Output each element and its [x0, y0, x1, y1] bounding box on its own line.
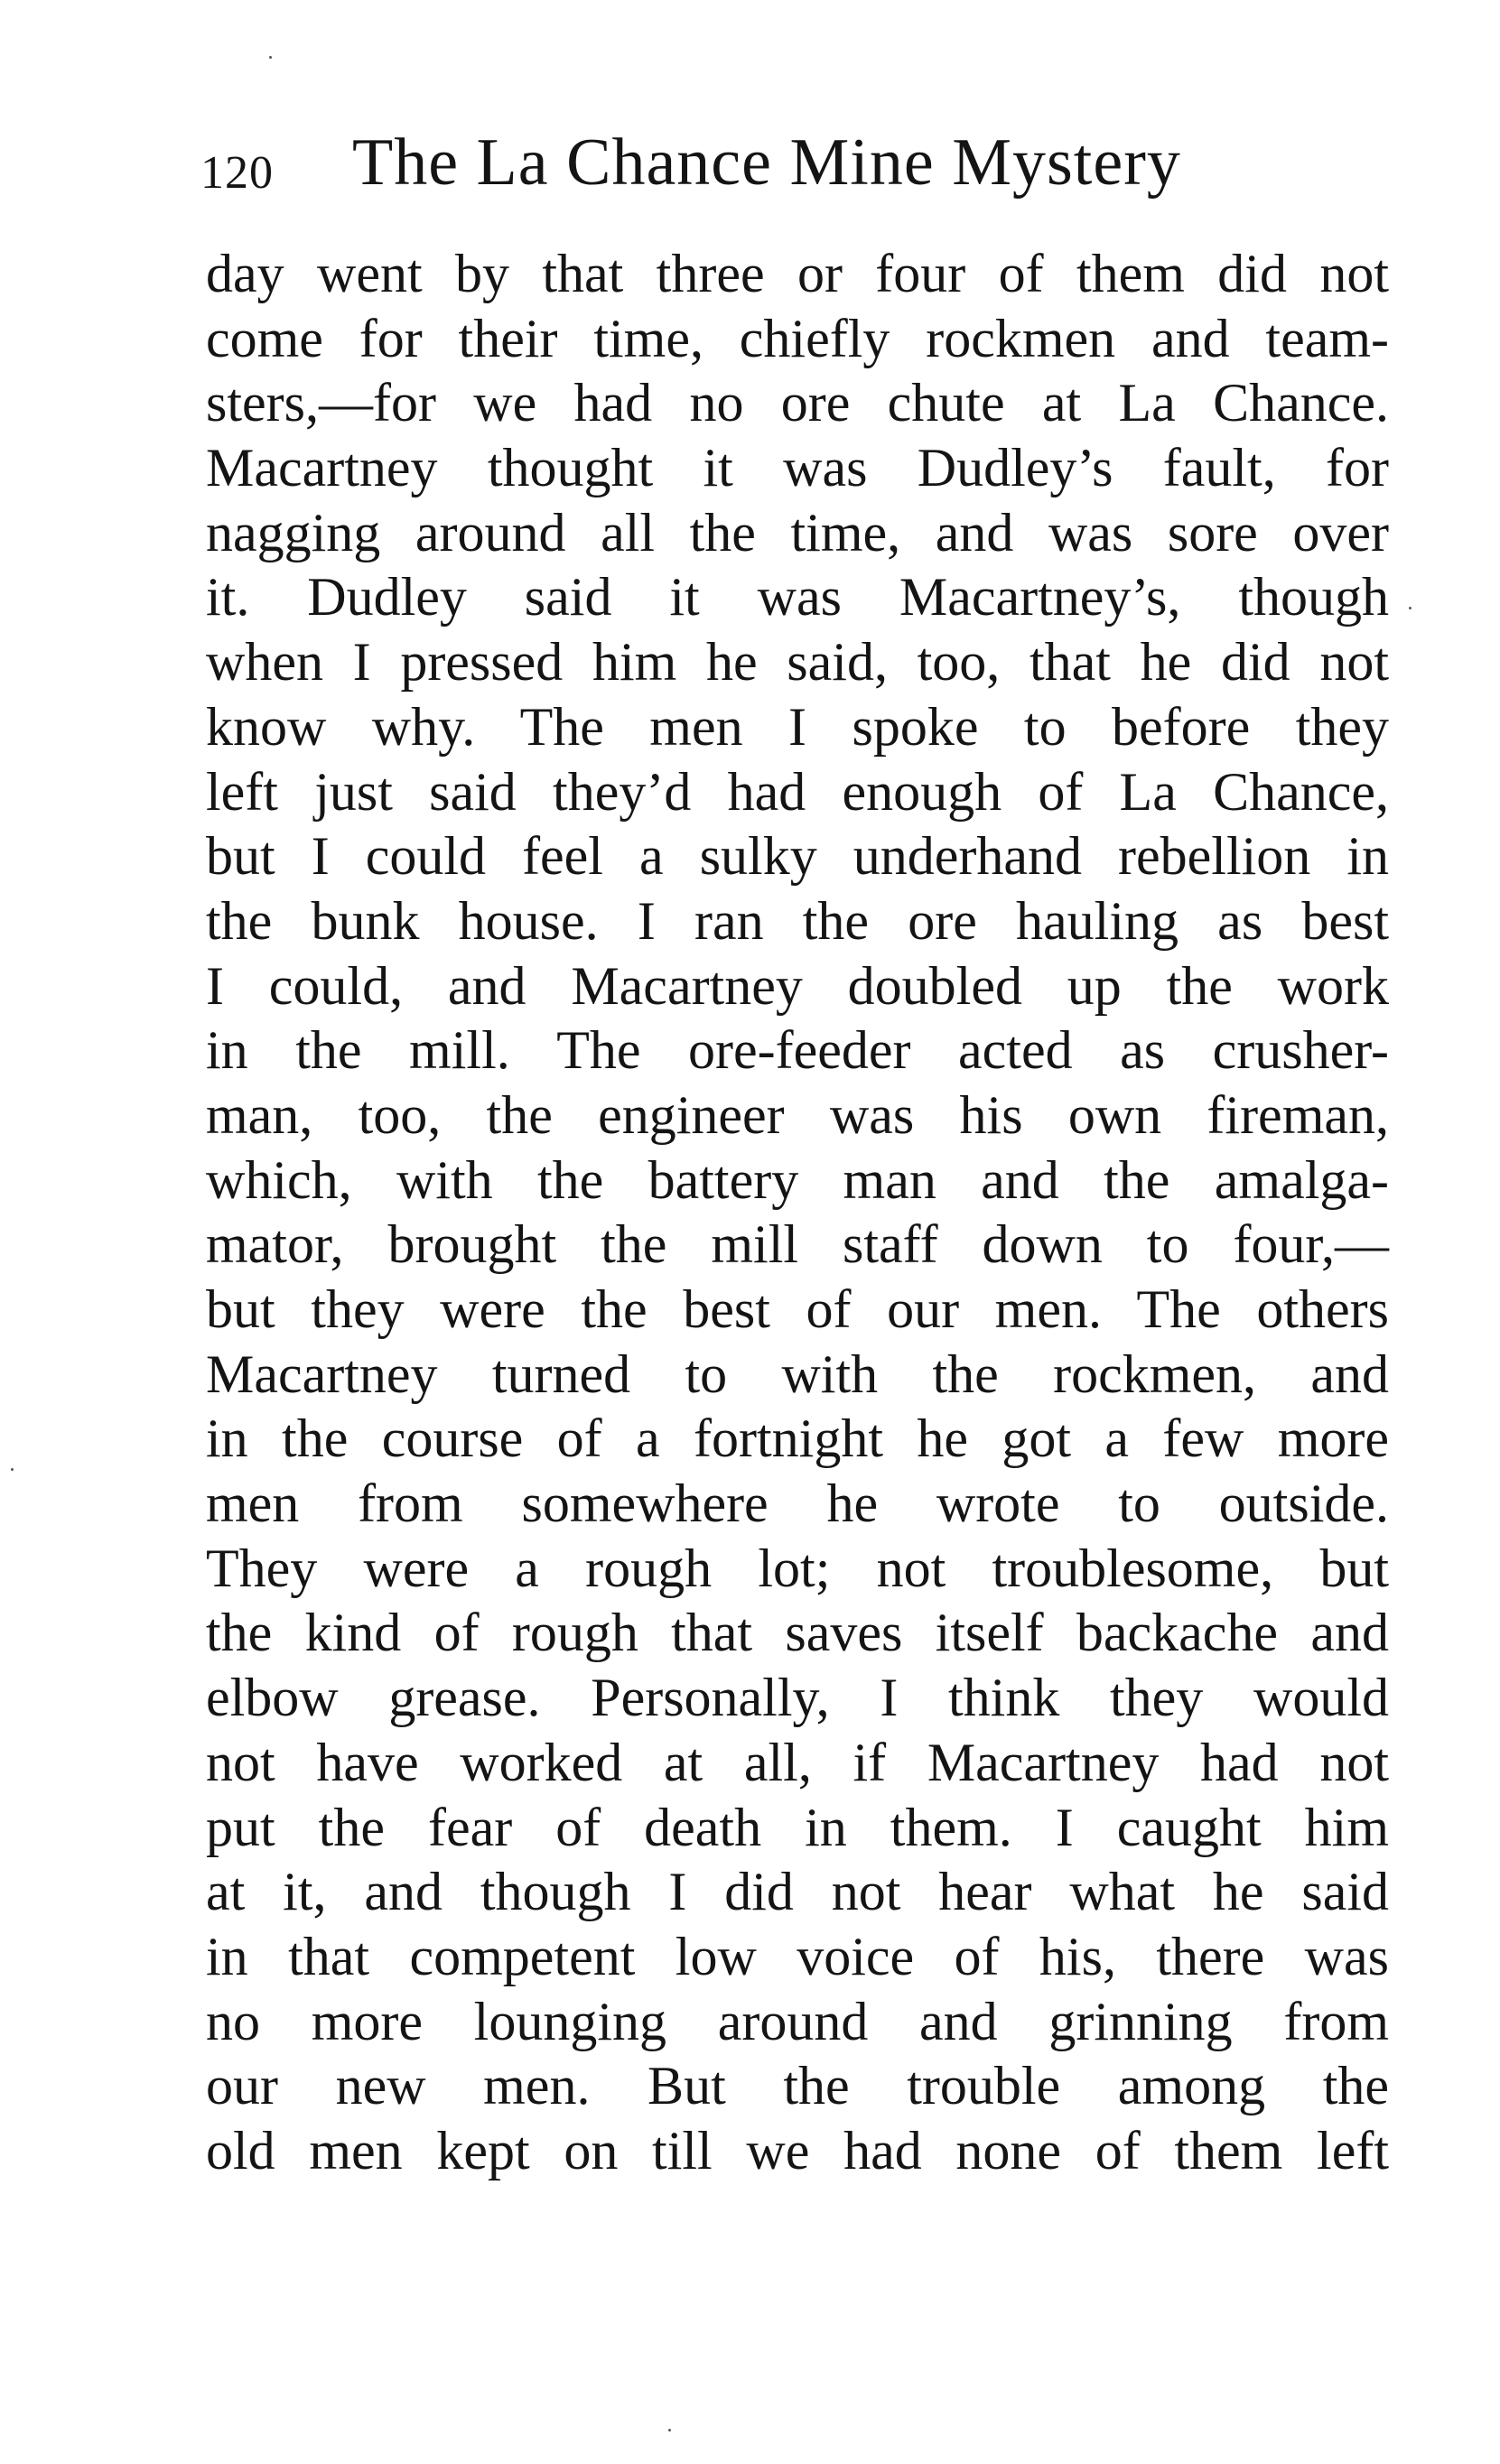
text-line: Macartney thought it was Dudley’s fault, for: [206, 438, 1389, 498]
scan-speck: [1409, 607, 1411, 609]
text-line: when I pressed him he said, too, that he did not: [206, 632, 1389, 693]
scan-speck: [668, 2429, 671, 2431]
text-line: in that competent low voice of his, there was: [206, 1926, 1389, 1986]
text-line: I could, and Macartney doubled up the work: [206, 955, 1389, 1016]
text-line: not have worked at all, if Macartney had not: [206, 1732, 1389, 1792]
text-line: nagging around all the time, and was sore over: [206, 502, 1389, 563]
text-line: know why. The men I spoke to before they: [206, 696, 1389, 757]
text-line: mator, brought the mill staff down to four,—: [206, 1214, 1389, 1275]
body-text: [206, 242, 1389, 2184]
text-line: in the course of a fortnight he got a few more: [206, 1409, 1389, 1469]
text-line: day went by that three or four of them did not: [206, 244, 1389, 303]
scan-speck: [269, 56, 272, 59]
text-line: elbow grease. Personally, I think they would: [206, 1668, 1389, 1728]
text-line: at it, and though I did not hear what he said: [206, 1862, 1389, 1922]
text-line: our new men. But the trouble among the: [206, 2056, 1389, 2116]
scan-speck: [11, 1468, 14, 1471]
text-line: put the fear of death in them. I caught him: [206, 1797, 1389, 1857]
page-number: 120: [200, 147, 274, 199]
text-line: it. Dudley said it was Macartney’s, though: [206, 567, 1389, 628]
text-line: the kind of rough that saves itself backache and: [206, 1603, 1389, 1663]
book-title: The La Chance Mine Mystery: [352, 126, 1181, 200]
text-line: come for their time, chiefly rockmen and team-: [206, 308, 1389, 368]
text-line: no more lounging around and grinning from: [206, 1991, 1389, 2051]
text-line: left just said they’d had enough of La Chance,: [206, 761, 1389, 822]
text-line: man, too, the engineer was his own fireman,: [206, 1084, 1389, 1145]
text-line: Macartney turned to with the rockmen, and: [206, 1344, 1389, 1404]
running-head: [200, 125, 1338, 206]
text-line: sters,—for we had no ore chute at La Chance.: [206, 373, 1389, 433]
text-line: the bunk house. I ran the ore hauling as best: [206, 890, 1389, 951]
text-line: in the mill. The ore-feeder acted as crusher-: [206, 1020, 1389, 1081]
text-line: which, with the battery man and the amalga-: [206, 1149, 1389, 1210]
text-line: men from somewhere he wrote to outside.: [206, 1474, 1389, 1534]
text-line: They were a rough lot; not troublesome, but: [206, 1538, 1389, 1598]
text-line: but they were the best of our men. The others: [206, 1279, 1389, 1339]
text-line: but I could feel a sulky underhand rebellion in: [206, 826, 1389, 887]
text-line: old men kept on till we had none of them left: [206, 2120, 1389, 2180]
